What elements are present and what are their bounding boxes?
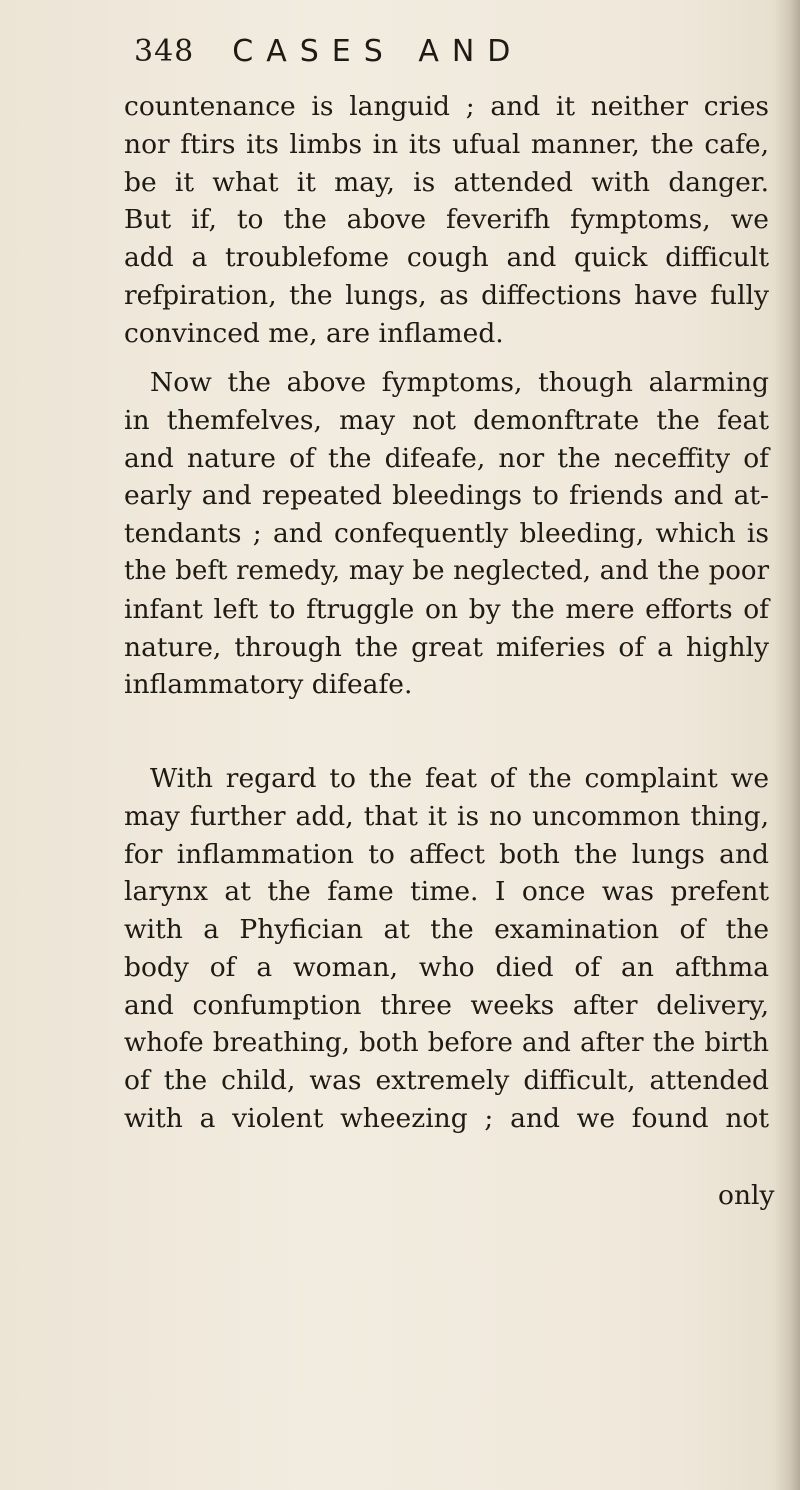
catchword: only — [718, 1180, 775, 1211]
text-line: whofe breathing, both before and after the birth — [124, 1027, 769, 1058]
text-line: in themfelves, may not demonftrate the feat — [124, 404, 769, 436]
text-line: with a violent wheezing ; and we found not — [124, 1103, 769, 1135]
text-line: for inflammation to affect both the lungs and — [124, 838, 769, 870]
text-line: infant left to ftruggle on by the mere efforts of — [124, 593, 769, 625]
page-edge-shadow — [774, 0, 800, 1490]
text-line: larynx at the fame time. I once was prefent — [124, 876, 769, 908]
paragraph-3 — [124, 760, 769, 1138]
text-line: inflammatory difeafe. — [124, 669, 413, 701]
text-line: But if, to the above feverifh fymptoms, we — [124, 204, 769, 236]
text-line: may further add, that it is no uncommon thing, — [124, 800, 769, 832]
running-head: CASES AND — [232, 34, 524, 69]
text-line: refpiration, the lungs, as diffections have fully — [124, 279, 769, 311]
text-line: the beft remedy, may be neglected, and the poor — [124, 555, 769, 586]
text-line: and nature of the difeafe, nor the neceffity of — [124, 442, 769, 474]
page-number: 348 — [134, 34, 195, 69]
text-line: With regard to the feat of the complaint we — [150, 763, 769, 794]
text-line: body of a woman, who died of an afthma — [124, 951, 769, 983]
text-line: and confumption three weeks after delivery, — [124, 989, 769, 1021]
text-line: of the child, was extremely difficult, attended — [124, 1065, 769, 1097]
text-line: with a Phyfician at the examination of the — [124, 914, 769, 946]
text-line: Now the above fymptoms, though alarming — [150, 367, 769, 398]
text-line: nor ftirs its limbs in its ufual manner, the cafe, — [124, 128, 769, 160]
text-line: tendants ; and confequently bleeding, which is — [124, 518, 769, 550]
text-line: nature, through the great miferies of a highly — [124, 631, 769, 663]
text-line: convinced me, are inflamed. — [124, 317, 504, 349]
text-line: be it what it may, is attended with danger. — [124, 166, 769, 198]
text-line: early and repeated bleedings to friends and at- — [124, 480, 769, 512]
page-header — [134, 34, 523, 84]
text-line: countenance is languid ; and it neither cries — [124, 91, 769, 122]
paragraph-2 — [124, 364, 769, 704]
text-line: add a troublefome cough and quick difficult — [124, 242, 769, 274]
paragraph-1 — [124, 88, 769, 353]
